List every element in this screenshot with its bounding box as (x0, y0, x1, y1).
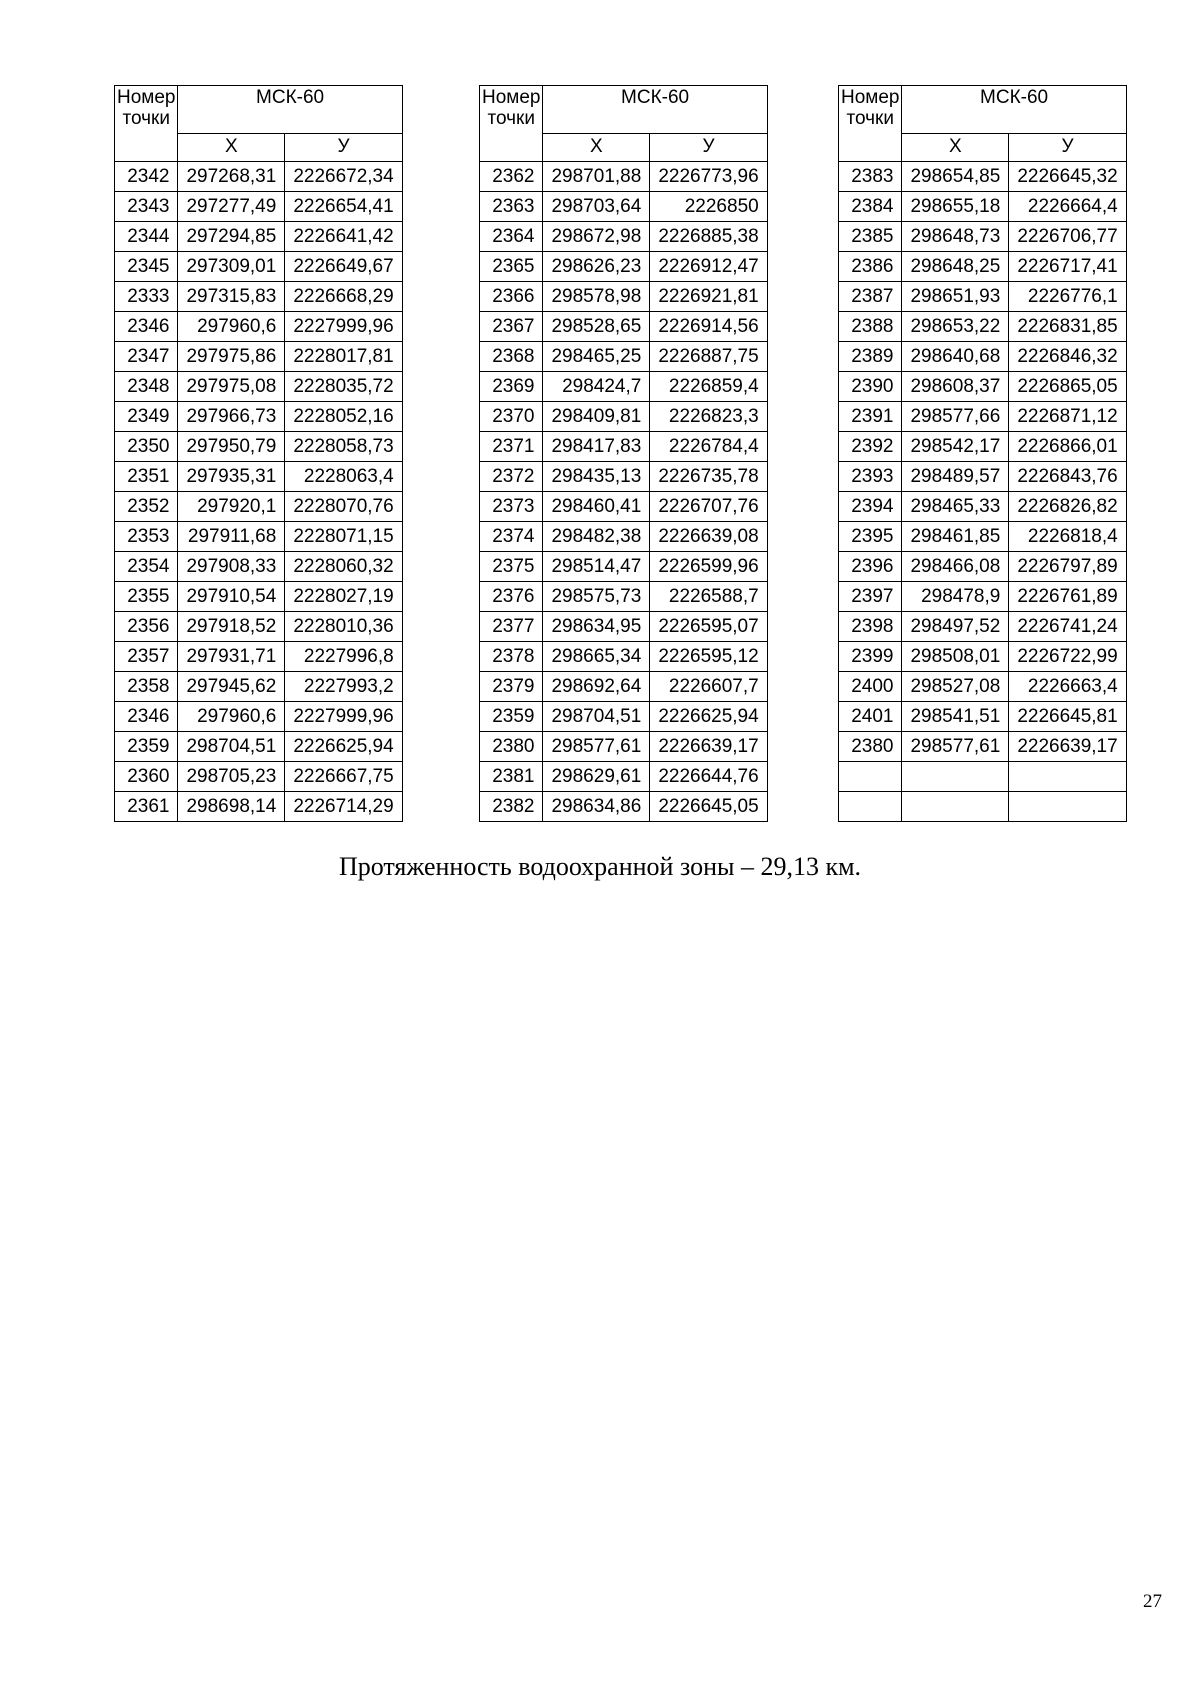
cell-x: 297935,31 (178, 462, 285, 492)
table-row (480, 462, 768, 492)
cell-y: 2226776,1 (1009, 282, 1126, 312)
cell-y: 2226639,17 (650, 732, 767, 762)
cell-x: 298424,7 (543, 372, 650, 402)
cell-y: 2228052,16 (285, 402, 402, 432)
cell-y: 2226797,89 (1009, 552, 1126, 582)
cell-x: 297309,01 (178, 252, 285, 282)
cell-y: 2226735,78 (650, 462, 767, 492)
cell-y: 2227999,96 (285, 702, 402, 732)
water-zone-length-summary: Протяженность водоохранной зоны – 29,13 км. (338, 852, 862, 881)
cell-y: 2226667,75 (285, 762, 402, 792)
table-row (115, 312, 403, 342)
cell-y: 2228035,72 (285, 372, 402, 402)
cell-y: 2226885,38 (650, 222, 767, 252)
cell-x: 298417,83 (543, 432, 650, 462)
cell-point-number: 2370 (480, 402, 543, 432)
table-row (115, 432, 403, 462)
table-row (839, 612, 1127, 642)
header-x: Х (902, 133, 1009, 161)
cell-x: 298577,61 (902, 732, 1009, 762)
cell-point-number: 2380 (480, 732, 543, 762)
cell-y: 2228010,36 (285, 612, 402, 642)
cell-x: 298461,85 (902, 522, 1009, 552)
table-row (480, 522, 768, 552)
cell-x: 298704,51 (543, 702, 650, 732)
cell-y: 2226625,94 (650, 702, 767, 732)
cell-x: 297931,71 (178, 642, 285, 672)
table-row (839, 372, 1127, 402)
cell-y: 2226649,67 (285, 252, 402, 282)
cell-point-number: 2360 (115, 762, 178, 792)
cell-y: 2226607,7 (650, 672, 767, 702)
table-row (115, 612, 403, 642)
table-row (480, 672, 768, 702)
cell-point-number: 2401 (839, 702, 902, 732)
cell-y: 2226826,82 (1009, 492, 1126, 522)
cell-point-number: 2351 (115, 462, 178, 492)
table-row (839, 762, 1127, 792)
cell-point-number: 2347 (115, 342, 178, 372)
cell-x: 298665,34 (543, 642, 650, 672)
cell-y: 2228063,4 (285, 462, 402, 492)
table-row (115, 492, 403, 522)
table-row (839, 732, 1127, 762)
table-row (839, 462, 1127, 492)
cell-point-number: 2381 (480, 762, 543, 792)
cell-y: 2226625,94 (285, 732, 402, 762)
cell-point-number: 2377 (480, 612, 543, 642)
cell-point-number: 2372 (480, 462, 543, 492)
cell-point-number: 2368 (480, 342, 543, 372)
cell-x: 297920,1 (178, 492, 285, 522)
cell-y: 2226914,56 (650, 312, 767, 342)
cell-point-number: 2364 (480, 222, 543, 252)
cell-point-number: 2355 (115, 582, 178, 612)
cell-x: 297945,62 (178, 672, 285, 702)
cell-y: 2228071,15 (285, 522, 402, 552)
cell-y: 2226654,41 (285, 192, 402, 222)
cell-y: 2226588,7 (650, 582, 767, 612)
table-row (839, 342, 1127, 372)
table-row (480, 312, 768, 342)
cell-x: 298460,41 (543, 492, 650, 522)
table-row (115, 252, 403, 282)
cell-y: 2226866,01 (1009, 432, 1126, 462)
cell-x: 298508,01 (902, 642, 1009, 672)
cell-x: 298514,47 (543, 552, 650, 582)
cell-point-number: 2384 (839, 192, 902, 222)
table-row (115, 762, 403, 792)
cell-x: 298654,85 (902, 162, 1009, 192)
table-row (115, 672, 403, 702)
cell-x: 298648,73 (902, 222, 1009, 252)
cell-x: 298577,61 (543, 732, 650, 762)
cell-y: 2226865,05 (1009, 372, 1126, 402)
cell-x: 298497,52 (902, 612, 1009, 642)
cell-y: 2226595,07 (650, 612, 767, 642)
cell-point-number: 2400 (839, 672, 902, 702)
cell-y: 2226912,47 (650, 252, 767, 282)
cell-point-number: 2369 (480, 372, 543, 402)
cell-y (1009, 762, 1126, 792)
cell-x: 298409,81 (543, 402, 650, 432)
table-row (480, 552, 768, 582)
cell-point-number: 2358 (115, 672, 178, 702)
table-row (115, 732, 403, 762)
cell-x: 297960,6 (178, 312, 285, 342)
table-row (839, 192, 1127, 222)
table-row (839, 432, 1127, 462)
cell-x: 297910,54 (178, 582, 285, 612)
cell-y: 2226761,89 (1009, 582, 1126, 612)
coordinate-table-1 (114, 85, 403, 822)
cell-y: 2228070,76 (285, 492, 402, 522)
cell-point-number: 2349 (115, 402, 178, 432)
cell-point-number: 2388 (839, 312, 902, 342)
cell-point-number: 2352 (115, 492, 178, 522)
page-number: 27 (1143, 1591, 1162, 1612)
table-row (480, 162, 768, 192)
cell-x: 298703,64 (543, 192, 650, 222)
table-row (480, 402, 768, 432)
table-row (839, 642, 1127, 672)
cell-x: 298482,38 (543, 522, 650, 552)
cell-x: 298478,9 (902, 582, 1009, 612)
table-row (839, 522, 1127, 552)
table-row (115, 552, 403, 582)
cell-point-number: 2378 (480, 642, 543, 672)
table-row (480, 612, 768, 642)
cell-point-number: 2391 (839, 402, 902, 432)
cell-y: 2228060,32 (285, 552, 402, 582)
table-row (480, 372, 768, 402)
cell-y: 2226645,05 (650, 792, 767, 822)
cell-point-number: 2342 (115, 162, 178, 192)
table-row (115, 372, 403, 402)
cell-x: 298653,22 (902, 312, 1009, 342)
table-row (480, 492, 768, 522)
cell-point-number: 2359 (115, 732, 178, 762)
cell-x: 298608,37 (902, 372, 1009, 402)
cell-x: 298465,33 (902, 492, 1009, 522)
cell-y: 2226645,81 (1009, 702, 1126, 732)
cell-point-number: 2379 (480, 672, 543, 702)
cell-y: 2226641,42 (285, 222, 402, 252)
cell-x: 298634,86 (543, 792, 650, 822)
cell-x: 298655,18 (902, 192, 1009, 222)
cell-point-number: 2363 (480, 192, 543, 222)
header-point-number: Номер точки (839, 86, 902, 162)
cell-x (902, 792, 1009, 822)
cell-x: 298705,23 (178, 762, 285, 792)
cell-point-number: 2397 (839, 582, 902, 612)
cell-x: 297918,52 (178, 612, 285, 642)
cell-y: 2226706,77 (1009, 222, 1126, 252)
cell-x: 297975,86 (178, 342, 285, 372)
table-row (480, 642, 768, 672)
cell-x: 298701,88 (543, 162, 650, 192)
table-row (480, 702, 768, 732)
table-row (480, 252, 768, 282)
cell-y: 2226645,32 (1009, 162, 1126, 192)
cell-x: 298435,13 (543, 462, 650, 492)
table-row (115, 792, 403, 822)
cell-point-number: 2385 (839, 222, 902, 252)
cell-point-number: 2375 (480, 552, 543, 582)
cell-y: 2226663,4 (1009, 672, 1126, 702)
cell-point-number: 2361 (115, 792, 178, 822)
table-row (115, 702, 403, 732)
cell-y: 2226818,4 (1009, 522, 1126, 552)
header-coordinate-system: МСК-60 (543, 86, 767, 134)
header-y: У (650, 133, 767, 161)
header-coordinate-system: МСК-60 (902, 86, 1126, 134)
cell-y: 2226639,17 (1009, 732, 1126, 762)
cell-x: 297294,85 (178, 222, 285, 252)
cell-y (1009, 792, 1126, 822)
cell-x: 298629,61 (543, 762, 650, 792)
table-row (115, 342, 403, 372)
cell-y: 2226859,4 (650, 372, 767, 402)
cell-y: 2226644,76 (650, 762, 767, 792)
cell-x: 297975,08 (178, 372, 285, 402)
cell-y: 2226714,29 (285, 792, 402, 822)
table-row (480, 732, 768, 762)
header-y: У (1009, 133, 1126, 161)
cell-y: 2226707,76 (650, 492, 767, 522)
cell-point-number (839, 762, 902, 792)
table-row (480, 222, 768, 252)
cell-point-number: 2398 (839, 612, 902, 642)
table-row (115, 162, 403, 192)
table-row (115, 462, 403, 492)
cell-y: 2227996,8 (285, 642, 402, 672)
cell-point-number: 2359 (480, 702, 543, 732)
coordinate-table-2 (479, 85, 768, 822)
cell-y: 2226887,75 (650, 342, 767, 372)
header-coordinate-system: МСК-60 (178, 86, 402, 134)
cell-y: 2226717,41 (1009, 252, 1126, 282)
table-row (839, 492, 1127, 522)
cell-point-number: 2346 (115, 312, 178, 342)
cell-y: 2226741,24 (1009, 612, 1126, 642)
cell-x: 298704,51 (178, 732, 285, 762)
cell-x: 297950,79 (178, 432, 285, 462)
cell-y: 2226722,99 (1009, 642, 1126, 672)
table-row (480, 342, 768, 372)
cell-point-number: 2394 (839, 492, 902, 522)
cell-x: 298527,08 (902, 672, 1009, 702)
cell-point-number: 2371 (480, 432, 543, 462)
cell-point-number: 2389 (839, 342, 902, 372)
cell-y: 2228017,81 (285, 342, 402, 372)
table-row (839, 282, 1127, 312)
cell-x: 297268,31 (178, 162, 285, 192)
table-row (115, 582, 403, 612)
cell-x: 298577,66 (902, 402, 1009, 432)
cell-x: 297908,33 (178, 552, 285, 582)
cell-y: 2226599,96 (650, 552, 767, 582)
table-row (839, 702, 1127, 732)
cell-y: 2226773,96 (650, 162, 767, 192)
table-row (839, 672, 1127, 702)
table-row (839, 582, 1127, 612)
cell-y: 2226846,32 (1009, 342, 1126, 372)
table-row (839, 222, 1127, 252)
table-row (480, 762, 768, 792)
cell-point-number: 2392 (839, 432, 902, 462)
cell-x: 298465,25 (543, 342, 650, 372)
cell-point-number: 2383 (839, 162, 902, 192)
cell-x: 298651,93 (902, 282, 1009, 312)
cell-x: 298578,98 (543, 282, 650, 312)
cell-x: 298542,17 (902, 432, 1009, 462)
cell-y: 2226668,29 (285, 282, 402, 312)
cell-point-number: 2357 (115, 642, 178, 672)
cell-x: 298648,25 (902, 252, 1009, 282)
table-row (115, 222, 403, 252)
cell-point-number: 2374 (480, 522, 543, 552)
cell-x: 298692,64 (543, 672, 650, 702)
cell-point-number: 2354 (115, 552, 178, 582)
cell-point-number: 2333 (115, 282, 178, 312)
cell-point-number: 2399 (839, 642, 902, 672)
cell-y: 2226871,12 (1009, 402, 1126, 432)
cell-point-number: 2387 (839, 282, 902, 312)
cell-x: 297911,68 (178, 522, 285, 552)
cell-y: 2226850 (650, 192, 767, 222)
cell-x: 297277,49 (178, 192, 285, 222)
cell-x: 298466,08 (902, 552, 1009, 582)
cell-x: 297315,83 (178, 282, 285, 312)
header-x: Х (178, 133, 285, 161)
cell-point-number (839, 792, 902, 822)
table-row (839, 792, 1127, 822)
cell-y: 2226784,4 (650, 432, 767, 462)
cell-point-number: 2373 (480, 492, 543, 522)
cell-point-number: 2362 (480, 162, 543, 192)
cell-y: 2228027,19 (285, 582, 402, 612)
table-row (839, 162, 1127, 192)
cell-x: 297966,73 (178, 402, 285, 432)
cell-point-number: 2380 (839, 732, 902, 762)
table-row (839, 252, 1127, 282)
table-row (839, 552, 1127, 582)
header-x: Х (543, 133, 650, 161)
table-row (480, 582, 768, 612)
cell-y: 2226639,08 (650, 522, 767, 552)
cell-y: 2227999,96 (285, 312, 402, 342)
table-row (115, 192, 403, 222)
cell-x (902, 762, 1009, 792)
cell-point-number: 2343 (115, 192, 178, 222)
table-row (480, 792, 768, 822)
cell-x: 298672,98 (543, 222, 650, 252)
cell-point-number: 2382 (480, 792, 543, 822)
table-row (480, 282, 768, 312)
cell-x: 298634,95 (543, 612, 650, 642)
cell-x: 298626,23 (543, 252, 650, 282)
cell-y: 2226672,34 (285, 162, 402, 192)
cell-x: 298528,65 (543, 312, 650, 342)
cell-y: 2228058,73 (285, 432, 402, 462)
header-y: У (285, 133, 402, 161)
table-row (839, 402, 1127, 432)
cell-y: 2226823,3 (650, 402, 767, 432)
cell-point-number: 2353 (115, 522, 178, 552)
table-row (839, 312, 1127, 342)
cell-point-number: 2386 (839, 252, 902, 282)
header-point-number: Номер точки (115, 86, 178, 162)
table-row (480, 432, 768, 462)
cell-y: 2226664,4 (1009, 192, 1126, 222)
cell-x: 298575,73 (543, 582, 650, 612)
cell-x: 298640,68 (902, 342, 1009, 372)
cell-x: 298698,14 (178, 792, 285, 822)
cell-y: 2226921,81 (650, 282, 767, 312)
cell-point-number: 2344 (115, 222, 178, 252)
cell-point-number: 2350 (115, 432, 178, 462)
header-point-number: Номер точки (480, 86, 543, 162)
cell-point-number: 2393 (839, 462, 902, 492)
table-row (480, 192, 768, 222)
cell-point-number: 2366 (480, 282, 543, 312)
cell-point-number: 2365 (480, 252, 543, 282)
cell-y: 2226831,85 (1009, 312, 1126, 342)
cell-x: 298489,57 (902, 462, 1009, 492)
cell-point-number: 2367 (480, 312, 543, 342)
cell-x: 298541,51 (902, 702, 1009, 732)
coordinate-table-3 (838, 85, 1127, 822)
table-row (115, 642, 403, 672)
cell-point-number: 2345 (115, 252, 178, 282)
cell-point-number: 2356 (115, 612, 178, 642)
table-row (115, 282, 403, 312)
cell-point-number: 2390 (839, 372, 902, 402)
cell-y: 2227993,2 (285, 672, 402, 702)
cell-point-number: 2348 (115, 372, 178, 402)
cell-point-number: 2396 (839, 552, 902, 582)
cell-x: 297960,6 (178, 702, 285, 732)
cell-y: 2226843,76 (1009, 462, 1126, 492)
cell-y: 2226595,12 (650, 642, 767, 672)
cell-point-number: 2346 (115, 702, 178, 732)
table-row (115, 402, 403, 432)
cell-point-number: 2395 (839, 522, 902, 552)
cell-point-number: 2376 (480, 582, 543, 612)
table-row (115, 522, 403, 552)
